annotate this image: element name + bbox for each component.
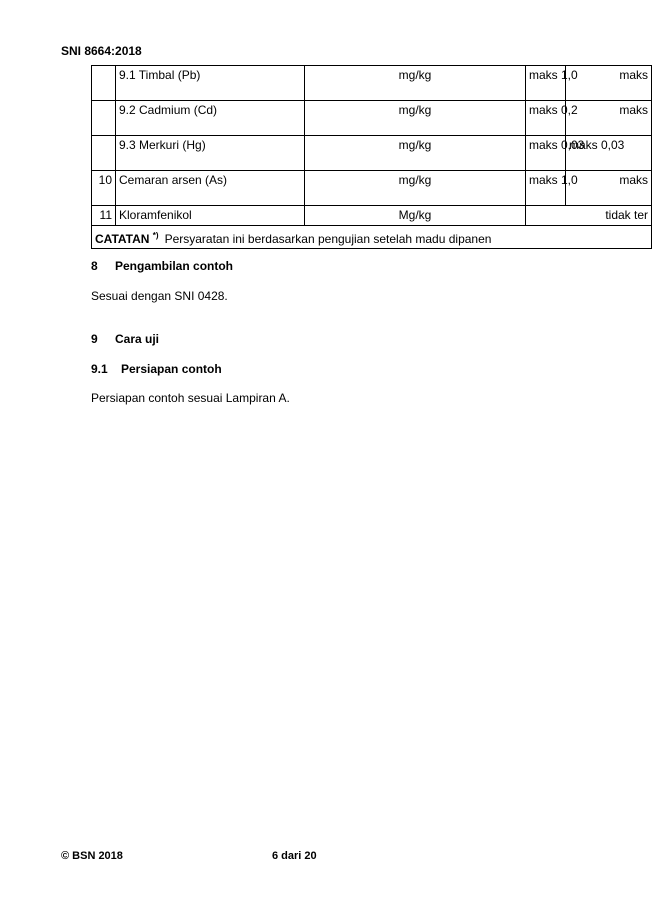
requirement-merged-cell: tidak ter — [526, 206, 652, 226]
table-row — [92, 171, 652, 206]
requirement-b-cell: maks — [566, 171, 652, 206]
unit-cell: mg/kg — [305, 101, 526, 136]
section-title: Cara uji — [115, 332, 160, 346]
parameter-cell: Cemaran arsen (As) — [116, 171, 305, 206]
section-9-1-heading — [91, 362, 222, 376]
parameter-cell: 9.1 Timbal (Pb) — [116, 66, 305, 101]
section-8-heading — [91, 259, 233, 273]
section-title: Pengambilan contoh — [115, 259, 234, 273]
parameter-cell: 9.3 Merkuri (Hg) — [116, 136, 305, 171]
requirement-b-cell: maks — [566, 101, 652, 136]
unit-cell: Mg/kg — [305, 206, 526, 226]
unit-cell: mg/kg — [305, 66, 526, 101]
note-mark: *) — [152, 230, 159, 240]
document-code: SNI 8664:2018 — [61, 44, 142, 58]
parameter-cell: Kloramfenikol — [116, 206, 305, 226]
requirement-b-cell: maks — [566, 66, 652, 101]
table-note — [92, 226, 652, 249]
row-number: 11 — [92, 206, 116, 226]
table-row — [92, 136, 652, 171]
requirements-table — [91, 65, 652, 249]
requirement-a-cell: maks 0,03 — [526, 136, 566, 171]
table-row — [92, 206, 652, 226]
row-number — [92, 101, 116, 136]
unit-cell: mg/kg — [305, 136, 526, 171]
table-note-row — [92, 226, 652, 249]
parameter-cell: 9.2 Cadmium (Cd) — [116, 101, 305, 136]
section-9-heading — [91, 332, 159, 346]
requirement-a-cell: maks 1,0 — [526, 171, 566, 206]
requirement-b-cell: maks 0,03 — [566, 136, 652, 171]
footer-page-number: 6 dari 20 — [272, 850, 317, 862]
footer-copyright: © BSN 2018 — [61, 850, 123, 862]
row-number: 10 — [92, 171, 116, 206]
section-title: Persiapan contoh — [121, 362, 222, 376]
table-row — [92, 101, 652, 136]
requirement-a-cell: maks 1,0 — [526, 66, 566, 101]
row-number — [92, 66, 116, 101]
section-9-1-body: Persiapan contoh sesuai Lampiran A. — [91, 391, 290, 405]
section-number: 8 — [91, 259, 98, 273]
section-number: 9 — [91, 332, 98, 346]
note-label: CATATAN *) — [95, 230, 159, 246]
requirement-a-cell: maks 0,2 — [526, 101, 566, 136]
row-number — [92, 136, 116, 171]
table-row — [92, 66, 652, 101]
unit-cell: mg/kg — [305, 171, 526, 206]
section-number: 9.1 — [91, 362, 108, 376]
note-text: Persyaratan ini berdasarkan pengujian setelah madu dipanen — [164, 231, 492, 246]
section-8-body: Sesuai dengan SNI 0428. — [91, 289, 228, 303]
